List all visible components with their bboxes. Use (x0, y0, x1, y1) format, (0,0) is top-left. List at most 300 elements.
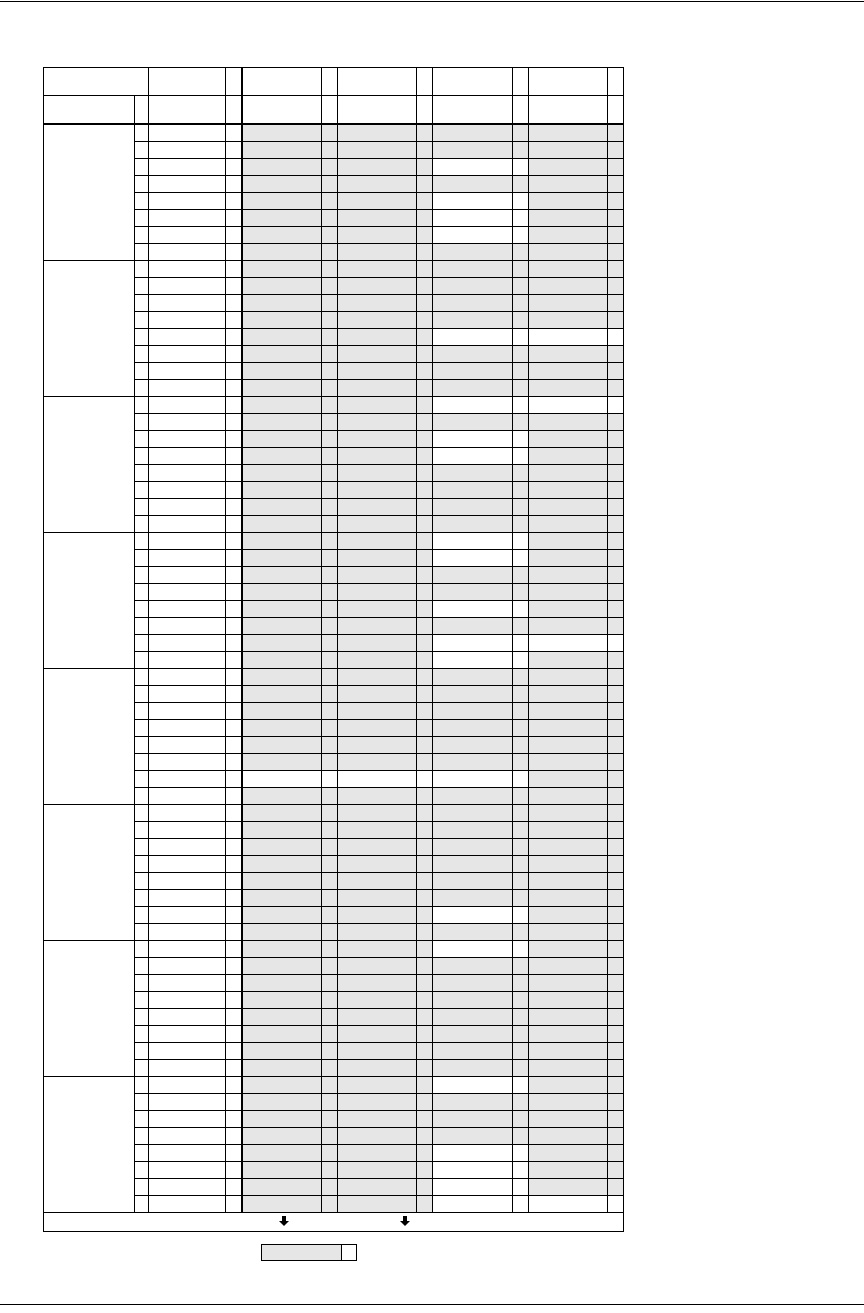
value-cell[interactable] (338, 1060, 417, 1077)
value-cell[interactable] (433, 414, 513, 431)
value-cell[interactable] (242, 584, 322, 601)
value-cell[interactable] (433, 329, 513, 346)
value-cell[interactable] (242, 975, 322, 992)
value-cell[interactable] (338, 788, 417, 805)
value-cell[interactable] (529, 975, 608, 992)
value-cell[interactable] (529, 465, 608, 482)
value-cell[interactable] (242, 329, 322, 346)
value-cell[interactable] (529, 1060, 608, 1077)
value-cell[interactable] (529, 516, 608, 533)
value-cell[interactable] (338, 278, 417, 295)
value-cell[interactable] (242, 839, 322, 856)
value-cell[interactable] (338, 1128, 417, 1145)
value-cell[interactable] (529, 1179, 608, 1196)
value-cell[interactable] (529, 312, 608, 329)
value-cell[interactable] (242, 1043, 322, 1060)
row-code-cell[interactable] (149, 533, 226, 550)
value-cell[interactable] (529, 124, 608, 142)
value-cell[interactable] (433, 124, 513, 142)
value-cell[interactable] (242, 924, 322, 941)
value-cell[interactable] (242, 822, 322, 839)
value-cell[interactable] (433, 1145, 513, 1162)
row-code-cell[interactable] (149, 329, 226, 346)
value-cell[interactable] (338, 448, 417, 465)
value-cell[interactable] (529, 941, 608, 958)
value-cell[interactable] (338, 941, 417, 958)
row-code-cell[interactable] (149, 686, 226, 703)
row-code-cell[interactable] (149, 1145, 226, 1162)
row-code-cell[interactable] (149, 618, 226, 635)
value-cell[interactable] (338, 431, 417, 448)
value-cell[interactable] (529, 142, 608, 159)
value-cell[interactable] (529, 1043, 608, 1060)
value-cell[interactable] (529, 193, 608, 210)
value-cell[interactable] (242, 1094, 322, 1111)
value-cell[interactable] (242, 771, 322, 788)
value-cell[interactable] (529, 1009, 608, 1026)
value-cell[interactable] (338, 1196, 417, 1213)
value-cell[interactable] (242, 1009, 322, 1026)
row-code-cell[interactable] (149, 550, 226, 567)
value-cell[interactable] (529, 363, 608, 380)
value-cell[interactable] (529, 397, 608, 414)
value-cell[interactable] (433, 550, 513, 567)
value-cell[interactable] (529, 584, 608, 601)
value-cell[interactable] (433, 822, 513, 839)
value-cell[interactable] (433, 601, 513, 618)
value-cell[interactable] (242, 124, 322, 142)
row-code-cell[interactable] (149, 1026, 226, 1043)
value-cell[interactable] (338, 652, 417, 669)
value-cell[interactable] (529, 771, 608, 788)
value-cell[interactable] (242, 227, 322, 244)
value-cell[interactable] (338, 159, 417, 176)
row-code-cell[interactable] (149, 958, 226, 975)
value-cell[interactable] (242, 1060, 322, 1077)
value-cell[interactable] (433, 210, 513, 227)
value-cell[interactable] (529, 210, 608, 227)
value-cell[interactable] (529, 601, 608, 618)
value-cell[interactable] (433, 1111, 513, 1128)
value-cell[interactable] (433, 278, 513, 295)
value-cell[interactable] (529, 754, 608, 771)
value-cell[interactable] (338, 295, 417, 312)
value-cell[interactable] (433, 244, 513, 261)
value-cell[interactable] (433, 703, 513, 720)
value-cell[interactable] (433, 499, 513, 516)
row-code-cell[interactable] (149, 210, 226, 227)
value-cell[interactable] (338, 244, 417, 261)
row-code-cell[interactable] (149, 159, 226, 176)
row-code-cell[interactable] (149, 380, 226, 397)
row-code-cell[interactable] (149, 873, 226, 890)
value-cell[interactable] (242, 669, 322, 686)
row-code-cell[interactable] (149, 890, 226, 907)
value-cell[interactable] (242, 567, 322, 584)
value-cell[interactable] (242, 1077, 322, 1094)
row-code-cell[interactable] (149, 261, 226, 278)
value-cell[interactable] (338, 1111, 417, 1128)
value-cell[interactable] (242, 193, 322, 210)
value-cell[interactable] (433, 346, 513, 363)
value-cell[interactable] (338, 686, 417, 703)
value-cell[interactable] (242, 635, 322, 652)
value-cell[interactable] (529, 669, 608, 686)
value-cell[interactable] (338, 1094, 417, 1111)
value-cell[interactable] (433, 533, 513, 550)
value-cell[interactable] (433, 312, 513, 329)
value-cell[interactable] (433, 159, 513, 176)
value-cell[interactable] (338, 635, 417, 652)
value-cell[interactable] (529, 1128, 608, 1145)
value-cell[interactable] (338, 227, 417, 244)
row-code-cell[interactable] (149, 482, 226, 499)
value-cell[interactable] (529, 1111, 608, 1128)
value-cell[interactable] (242, 176, 322, 193)
value-cell[interactable] (242, 533, 322, 550)
value-cell[interactable] (433, 1043, 513, 1060)
value-cell[interactable] (529, 856, 608, 873)
value-cell[interactable] (433, 856, 513, 873)
row-code-cell[interactable] (149, 124, 226, 142)
value-cell[interactable] (338, 992, 417, 1009)
value-cell[interactable] (338, 312, 417, 329)
value-cell[interactable] (529, 703, 608, 720)
value-cell[interactable] (529, 1145, 608, 1162)
row-code-cell[interactable] (149, 907, 226, 924)
row-code-cell[interactable] (149, 1094, 226, 1111)
value-cell[interactable] (338, 584, 417, 601)
value-cell[interactable] (433, 839, 513, 856)
value-cell[interactable] (529, 822, 608, 839)
value-cell[interactable] (242, 397, 322, 414)
row-code-cell[interactable] (149, 499, 226, 516)
value-cell[interactable] (242, 550, 322, 567)
value-cell[interactable] (242, 244, 322, 261)
value-cell[interactable] (338, 805, 417, 822)
value-cell[interactable] (433, 567, 513, 584)
value-cell[interactable] (433, 397, 513, 414)
value-cell[interactable] (242, 1111, 322, 1128)
row-code-cell[interactable] (149, 1009, 226, 1026)
value-cell[interactable] (242, 1128, 322, 1145)
value-cell[interactable] (529, 618, 608, 635)
value-cell[interactable] (529, 533, 608, 550)
value-cell[interactable] (529, 499, 608, 516)
value-cell[interactable] (433, 1026, 513, 1043)
row-code-cell[interactable] (149, 703, 226, 720)
value-cell[interactable] (433, 1060, 513, 1077)
value-cell[interactable] (242, 312, 322, 329)
value-cell[interactable] (242, 958, 322, 975)
value-cell[interactable] (338, 516, 417, 533)
value-cell[interactable] (338, 210, 417, 227)
value-cell[interactable] (338, 193, 417, 210)
value-cell[interactable] (433, 635, 513, 652)
value-cell[interactable] (433, 1162, 513, 1179)
value-cell[interactable] (433, 686, 513, 703)
value-cell[interactable] (529, 907, 608, 924)
row-code-cell[interactable] (149, 1077, 226, 1094)
row-code-cell[interactable] (149, 669, 226, 686)
value-cell[interactable] (242, 618, 322, 635)
row-code-cell[interactable] (149, 720, 226, 737)
row-code-cell[interactable] (149, 601, 226, 618)
value-cell[interactable] (433, 482, 513, 499)
value-cell[interactable] (529, 244, 608, 261)
value-cell[interactable] (338, 720, 417, 737)
value-cell[interactable] (242, 856, 322, 873)
value-cell[interactable] (338, 567, 417, 584)
value-cell[interactable] (338, 703, 417, 720)
row-code-cell[interactable] (149, 244, 226, 261)
value-cell[interactable] (529, 567, 608, 584)
value-cell[interactable] (338, 958, 417, 975)
value-cell[interactable] (529, 295, 608, 312)
value-cell[interactable] (529, 1077, 608, 1094)
value-cell[interactable] (529, 482, 608, 499)
value-cell[interactable] (338, 414, 417, 431)
value-cell[interactable] (529, 346, 608, 363)
value-cell[interactable] (338, 618, 417, 635)
value-cell[interactable] (338, 397, 417, 414)
value-cell[interactable] (529, 176, 608, 193)
value-cell[interactable] (242, 873, 322, 890)
value-cell[interactable] (242, 941, 322, 958)
value-cell[interactable] (338, 124, 417, 142)
row-code-cell[interactable] (149, 805, 226, 822)
value-cell[interactable] (242, 992, 322, 1009)
value-cell[interactable] (338, 975, 417, 992)
value-cell[interactable] (242, 516, 322, 533)
value-cell[interactable] (433, 771, 513, 788)
row-code-cell[interactable] (149, 992, 226, 1009)
row-code-cell[interactable] (149, 397, 226, 414)
value-cell[interactable] (338, 346, 417, 363)
value-cell[interactable] (242, 1179, 322, 1196)
value-cell[interactable] (433, 720, 513, 737)
value-cell[interactable] (242, 788, 322, 805)
value-cell[interactable] (242, 1026, 322, 1043)
row-code-cell[interactable] (149, 839, 226, 856)
value-cell[interactable] (529, 992, 608, 1009)
value-cell[interactable] (433, 465, 513, 482)
value-cell[interactable] (338, 856, 417, 873)
row-code-cell[interactable] (149, 431, 226, 448)
value-cell[interactable] (529, 1026, 608, 1043)
value-cell[interactable] (338, 1145, 417, 1162)
value-cell[interactable] (338, 1026, 417, 1043)
value-cell[interactable] (529, 890, 608, 907)
total-value-cell[interactable] (262, 1245, 342, 1261)
value-cell[interactable] (242, 431, 322, 448)
value-cell[interactable] (242, 737, 322, 754)
value-cell[interactable] (338, 1162, 417, 1179)
value-cell[interactable] (338, 601, 417, 618)
value-cell[interactable] (242, 703, 322, 720)
value-cell[interactable] (433, 295, 513, 312)
value-cell[interactable] (242, 210, 322, 227)
value-cell[interactable] (529, 448, 608, 465)
row-code-cell[interactable] (149, 737, 226, 754)
value-cell[interactable] (433, 176, 513, 193)
value-cell[interactable] (338, 261, 417, 278)
value-cell[interactable] (338, 907, 417, 924)
value-cell[interactable] (338, 1077, 417, 1094)
value-cell[interactable] (529, 720, 608, 737)
value-cell[interactable] (338, 754, 417, 771)
value-cell[interactable] (242, 482, 322, 499)
value-cell[interactable] (242, 601, 322, 618)
value-cell[interactable] (529, 686, 608, 703)
value-cell[interactable] (433, 142, 513, 159)
value-cell[interactable] (433, 193, 513, 210)
value-cell[interactable] (242, 380, 322, 397)
value-cell[interactable] (433, 380, 513, 397)
value-cell[interactable] (433, 958, 513, 975)
value-cell[interactable] (529, 958, 608, 975)
value-cell[interactable] (338, 380, 417, 397)
value-cell[interactable] (529, 227, 608, 244)
value-cell[interactable] (338, 533, 417, 550)
row-code-cell[interactable] (149, 414, 226, 431)
value-cell[interactable] (433, 363, 513, 380)
value-cell[interactable] (242, 1162, 322, 1179)
value-cell[interactable] (529, 805, 608, 822)
row-code-cell[interactable] (149, 516, 226, 533)
value-cell[interactable] (529, 159, 608, 176)
value-cell[interactable] (338, 771, 417, 788)
row-code-cell[interactable] (149, 346, 226, 363)
value-cell[interactable] (433, 669, 513, 686)
value-cell[interactable] (338, 465, 417, 482)
value-cell[interactable] (433, 1094, 513, 1111)
value-cell[interactable] (529, 431, 608, 448)
row-code-cell[interactable] (149, 295, 226, 312)
value-cell[interactable] (338, 142, 417, 159)
value-cell[interactable] (242, 890, 322, 907)
row-code-cell[interactable] (149, 448, 226, 465)
value-cell[interactable] (338, 1043, 417, 1060)
row-code-cell[interactable] (149, 788, 226, 805)
value-cell[interactable] (433, 907, 513, 924)
value-cell[interactable] (242, 465, 322, 482)
row-code-cell[interactable] (149, 1196, 226, 1213)
row-code-cell[interactable] (149, 754, 226, 771)
value-cell[interactable] (338, 822, 417, 839)
value-cell[interactable] (338, 550, 417, 567)
value-cell[interactable] (433, 618, 513, 635)
value-cell[interactable] (338, 669, 417, 686)
row-code-cell[interactable] (149, 1162, 226, 1179)
row-code-cell[interactable] (149, 227, 226, 244)
value-cell[interactable] (242, 278, 322, 295)
value-cell[interactable] (529, 635, 608, 652)
value-cell[interactable] (529, 278, 608, 295)
value-cell[interactable] (529, 261, 608, 278)
value-cell[interactable] (242, 907, 322, 924)
row-code-cell[interactable] (149, 856, 226, 873)
row-code-cell[interactable] (149, 567, 226, 584)
value-cell[interactable] (433, 992, 513, 1009)
value-cell[interactable] (433, 924, 513, 941)
row-code-cell[interactable] (149, 142, 226, 159)
row-code-cell[interactable] (149, 176, 226, 193)
value-cell[interactable] (433, 1179, 513, 1196)
value-cell[interactable] (529, 1094, 608, 1111)
value-cell[interactable] (338, 363, 417, 380)
value-cell[interactable] (242, 295, 322, 312)
value-cell[interactable] (242, 754, 322, 771)
value-cell[interactable] (529, 839, 608, 856)
value-cell[interactable] (242, 159, 322, 176)
value-cell[interactable] (242, 1145, 322, 1162)
row-code-cell[interactable] (149, 465, 226, 482)
value-cell[interactable] (529, 329, 608, 346)
value-cell[interactable] (242, 720, 322, 737)
value-cell[interactable] (529, 873, 608, 890)
value-cell[interactable] (242, 686, 322, 703)
value-cell[interactable] (338, 737, 417, 754)
row-code-cell[interactable] (149, 1111, 226, 1128)
value-cell[interactable] (433, 737, 513, 754)
row-code-cell[interactable] (149, 363, 226, 380)
value-cell[interactable] (338, 839, 417, 856)
value-cell[interactable] (338, 176, 417, 193)
value-cell[interactable] (433, 584, 513, 601)
value-cell[interactable] (338, 1179, 417, 1196)
value-cell[interactable] (338, 873, 417, 890)
row-code-cell[interactable] (149, 193, 226, 210)
value-cell[interactable] (529, 1162, 608, 1179)
value-cell[interactable] (529, 1196, 608, 1213)
value-cell[interactable] (433, 805, 513, 822)
row-code-cell[interactable] (149, 1060, 226, 1077)
value-cell[interactable] (529, 414, 608, 431)
value-cell[interactable] (433, 941, 513, 958)
row-code-cell[interactable] (149, 1043, 226, 1060)
value-cell[interactable] (338, 329, 417, 346)
value-cell[interactable] (433, 1077, 513, 1094)
row-code-cell[interactable] (149, 771, 226, 788)
value-cell[interactable] (433, 1009, 513, 1026)
value-cell[interactable] (242, 414, 322, 431)
value-cell[interactable] (529, 924, 608, 941)
value-cell[interactable] (338, 924, 417, 941)
value-cell[interactable] (433, 1128, 513, 1145)
value-cell[interactable] (433, 652, 513, 669)
value-cell[interactable] (338, 890, 417, 907)
value-cell[interactable] (433, 754, 513, 771)
value-cell[interactable] (433, 516, 513, 533)
row-code-cell[interactable] (149, 1128, 226, 1145)
value-cell[interactable] (433, 873, 513, 890)
row-code-cell[interactable] (149, 924, 226, 941)
value-cell[interactable] (529, 737, 608, 754)
value-cell[interactable] (433, 788, 513, 805)
value-cell[interactable] (529, 380, 608, 397)
row-code-cell[interactable] (149, 652, 226, 669)
value-cell[interactable] (433, 1196, 513, 1213)
value-cell[interactable] (242, 499, 322, 516)
value-cell[interactable] (242, 448, 322, 465)
value-cell[interactable] (242, 346, 322, 363)
row-code-cell[interactable] (149, 635, 226, 652)
value-cell[interactable] (338, 499, 417, 516)
value-cell[interactable] (242, 652, 322, 669)
value-cell[interactable] (433, 227, 513, 244)
value-cell[interactable] (433, 975, 513, 992)
